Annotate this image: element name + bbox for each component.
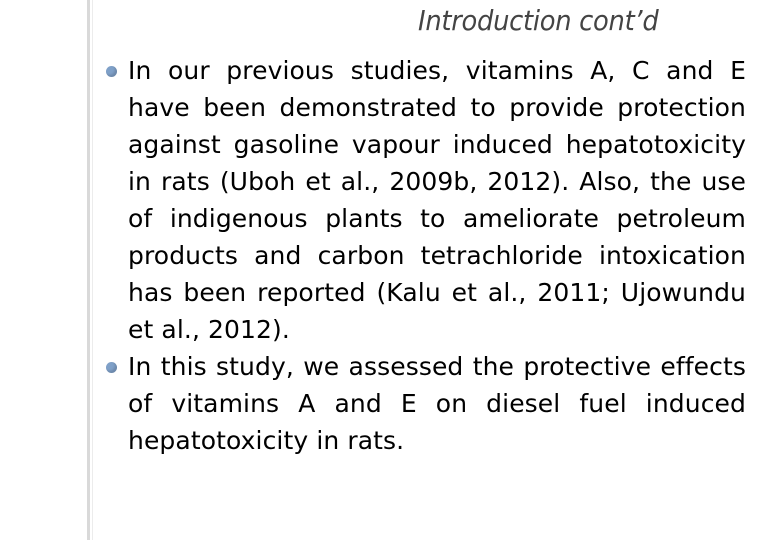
bullet-text: In this study, we assessed the protective effects of vitamins A and E on diesel fuel induced hepatotoxicity in rats. <box>128 352 746 455</box>
bullet-list <box>106 52 746 459</box>
left-border-rule <box>87 0 90 540</box>
bullet-dot-icon <box>106 66 117 77</box>
bullet-item <box>106 348 746 459</box>
bullet-dot-icon <box>106 362 117 373</box>
left-border-rule-inner <box>92 0 93 540</box>
slide-title: Introduction cont’d <box>418 4 659 37</box>
bullet-item <box>106 52 746 348</box>
bullet-text: In our previous studies, vitamins A, C and E have been demonstrated to provide protection against gasoline vapour induced hepatotoxicity in rats (Uboh et al., 2009b, 2012). Also, the use of indigenous plants to ameliorate petroleum products and carbon tetrachloride intoxication has been reported (Kalu et al., 2011; Ujowundu et al., 2012). <box>128 56 746 344</box>
